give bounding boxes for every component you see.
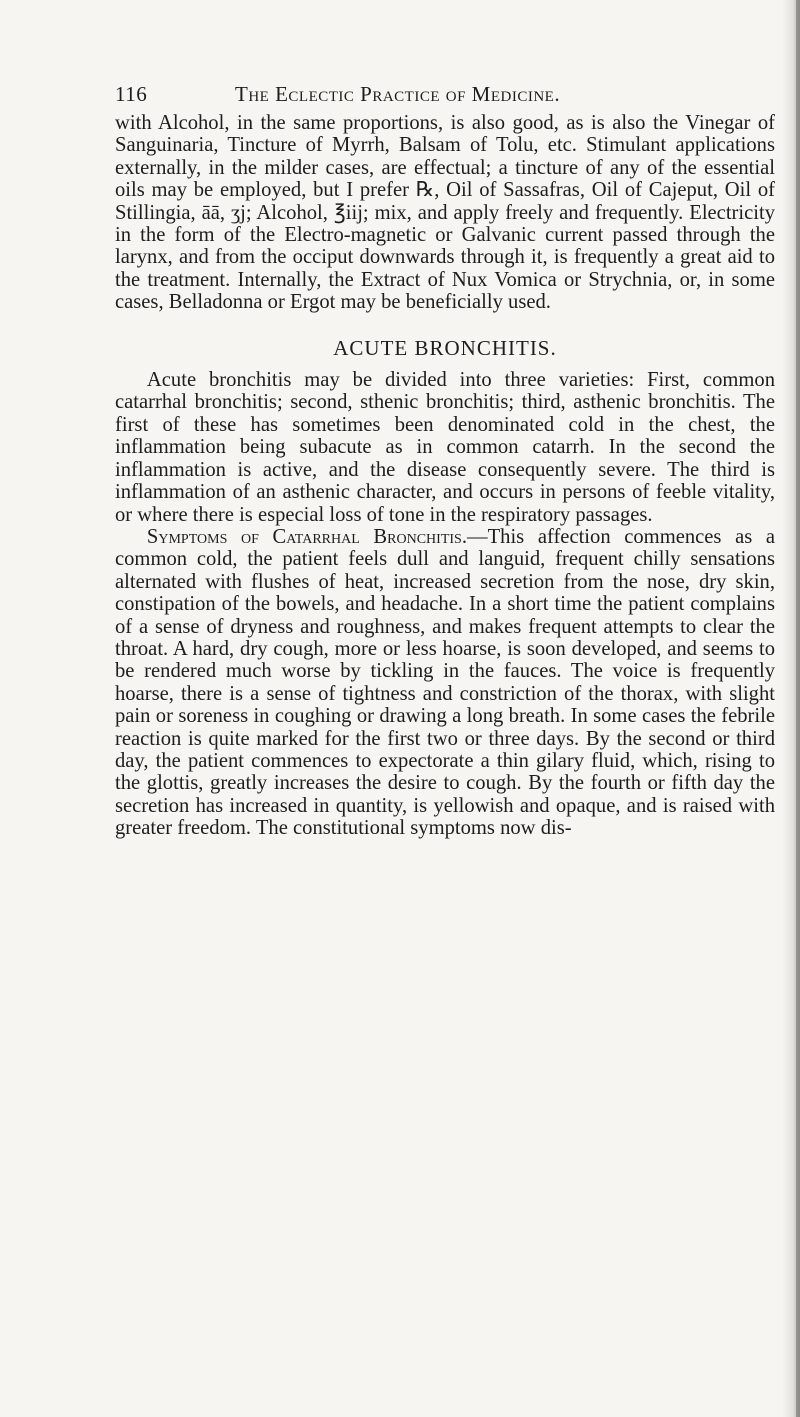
paragraph-continuation: with Alcohol, in the same proportions, is also good, as is also the Vinegar of Sanguinaria, Tincture of Myrrh, Balsam of Tolu, etc. Stimulant applications externally, in the milder cases, are effectual; a tincture of any of the essential oils may be employed, but I prefer ℞, Oil of Sassafras, Oil of Cajeput, Oil of Stillingia, āā, ʒj; Alcohol, ℥iij; mix, and apply freely and frequently. Electricity in the form of the Electro-magnetic or Galvanic current passed through the larynx, and from the occiput downwards through it, is frequently a great aid to the treatment. Internally, the Extract of Nux Vomica or Strychnia, or, in some cases, Belladonna or Ergot may be beneficially used. xyxy=(115,112,775,314)
paragraph-symptoms-text: —This affection commences as a common cold, the patient feels dull and languid, frequent chilly sensations alternated with flushes of heat, increased secretion from the nose, dry skin, constipation of the bowels, and headache. In a short time the patient complains of a sense of dryness and roughness, and makes frequent attempts to clear the throat. A hard, dry cough, more or less hoarse, is soon developed, and seems to be rendered much worse by tickling in the fauces. The voice is frequently hoarse, there is a sense of tightness and constriction of the thorax, with slight pain or soreness in coughing or drawing a long breath. In some cases the febrile reaction is quite marked for the first two or three days. By the second or third day, the patient commences to expectorate a thin gilary fluid, which, rising to the glottis, greatly increases the desire to cough. By the fourth or fifth day the secretion has increased in quantity, is yellowish and opaque, and is raised with greater freedom. The constitutional symptoms now dis- xyxy=(115,525,775,840)
running-head xyxy=(115,82,755,116)
paragraph-varieties: Acute bronchitis may be divided into three varieties: First, common catarrhal bronchitis; second, sthenic bronchitis; third, asthenic bronchitis. The first of these has sometimes been denominated cold in the chest, the inflammation being subacute as in common catarrh. In the second the inflammation is active, and the disease consequently severe. The third is inflammation of an asthenic character, and occurs in persons of feeble vitality, or where there is especial loss of tone in the respiratory passages. xyxy=(115,369,775,526)
page-edge xyxy=(796,0,800,1417)
page-number: 116 xyxy=(115,82,148,106)
paragraph-symptoms xyxy=(115,526,775,840)
running-title: The Eclectic Practice of Medicine. xyxy=(235,82,561,106)
section-heading: ACUTE BRONCHITIS. xyxy=(333,335,557,360)
run-in-heading: Symptoms of Catarrhal Bronchitis. xyxy=(146,525,467,548)
body-text xyxy=(115,112,775,840)
